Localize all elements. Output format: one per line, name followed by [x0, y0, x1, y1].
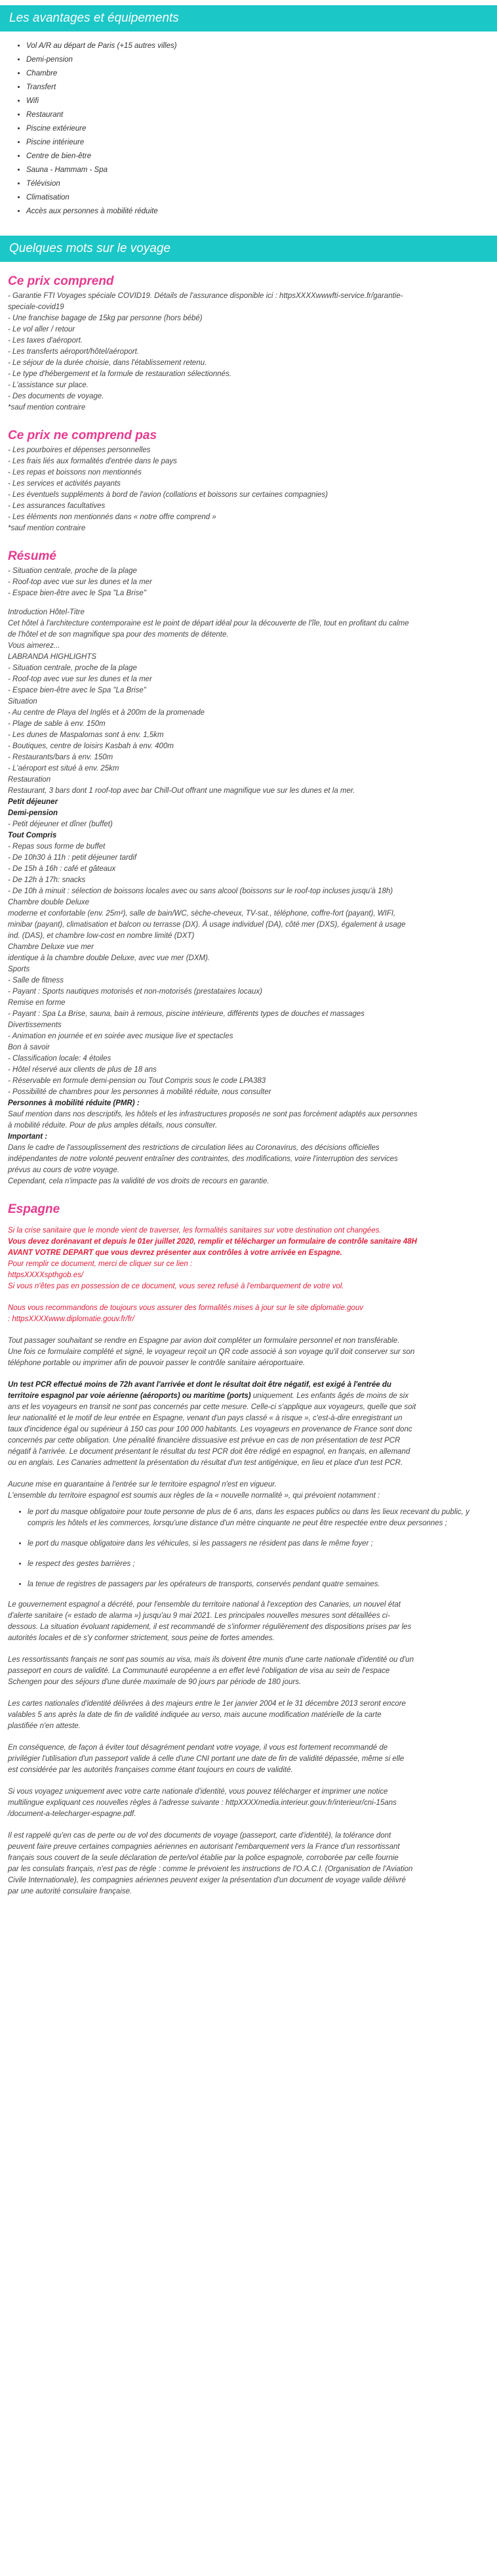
text-line: - Au centre de Playa del Inglés et à 200m de la promenade	[8, 709, 205, 717]
text-line: LABRANDA HIGHLIGHTS	[8, 653, 97, 661]
advantages-banner-wrap	[0, 0, 497, 32]
rules-list	[8, 1502, 489, 1590]
advantage-item: • Sauna - Hammam - Spa	[26, 163, 497, 177]
advantage-item: • Chambre	[26, 67, 497, 81]
excluded-list	[8, 445, 489, 534]
text-line: - Les repas et boissons non mentionnés	[8, 469, 142, 476]
spain-title: Espagne	[8, 1202, 60, 1216]
text-line: à mobilité réduite. Pour de plus amples détails, nous consulter.	[8, 1122, 218, 1130]
para-line: est considérée par les autorités françaises comme étant toujours en cours de validité.	[8, 1766, 293, 1774]
advantages-title: Les avantages et équipements	[0, 5, 497, 32]
text-line: Chambre double Deluxe	[8, 898, 90, 906]
text-line: - Les éventuels suppléments à bord de l'avion (collations et boissons sur certaines compagnies)	[8, 491, 328, 499]
text-line: ind. (DAS), et chambre low-cost en nombre limité (DXT)	[8, 932, 195, 940]
advantage-item: • Demi-pension	[26, 53, 497, 67]
excluded-title: Ce prix ne comprend pas	[8, 429, 157, 442]
hotel-details	[8, 607, 489, 1187]
text-line: - Repas sous forme de buffet	[8, 843, 106, 851]
text-line: Introduction Hôtel-Titre	[8, 608, 85, 616]
para-line: Il est rappelé qu'en cas de perte ou de vol des documents de voyage (passeport, carte d'identité), la tolérance dont	[8, 1832, 391, 1840]
pcr-bold: Un test PCR effectué moins de 72h avant l'arrivée et dont le résultat doit être négatif, est exigé à l'entrée du	[8, 1381, 391, 1389]
passport-paragraph	[8, 1742, 489, 1776]
text-line: - Les services et activités payants	[8, 480, 121, 488]
text-line: - De 15h à 16h : café et gâteaux	[8, 865, 116, 873]
text-line: - Réservable en formule demi-pension ou Tout Compris sous le code LPA383	[8, 1077, 266, 1085]
rule-item: • la tenue de registres de passagers par les opérateurs de transports, conservés pendant quatre semaines.	[28, 1579, 489, 1590]
text-line: Vous aimerez...	[8, 642, 60, 650]
text-line: - Situation centrale, proche de la plage	[8, 664, 137, 672]
para-line: négatif à l'arrivée. Le document présentant le résultat du test PCR doit être rédigé en espagnol, en français, en allemand	[8, 1448, 410, 1456]
text-line: - Espace bien-être avec le Spa "La Brise"	[8, 589, 146, 597]
para-line: Aucune mise en quarantaine à l'entrée sur le territoire espagnol n'est en vigueur.	[8, 1481, 277, 1489]
text-line: Tout Compris	[8, 832, 57, 839]
pcr-paragraph	[8, 1380, 489, 1469]
para-line: dessous. La situation évoluant rapidement, il est recommandé de s'informer régulièrement des dispositions prises par les	[8, 1623, 412, 1631]
para-line: français sous couvert de la seule déclaration de perte/vol établie par la police espagnole, corroborée par celle fournie	[8, 1854, 399, 1862]
text-line: Chambre Deluxe vue mer	[8, 943, 94, 951]
voyage-title: Quelques mots sur le voyage	[0, 236, 497, 262]
text-line: *sauf mention contraire	[8, 524, 86, 532]
summary-list	[8, 566, 489, 599]
text-line: Restauration	[8, 776, 51, 784]
included-list	[8, 291, 489, 413]
text-line: - Classification locale: 4 étoiles	[8, 1055, 111, 1063]
text-line: Remise en forme	[8, 999, 66, 1007]
text-line: Restaurant, 3 bars dont 1 roof-top avec bar Chill-Out offrant une magnifique vue sur les dunes et la mer.	[8, 787, 355, 795]
text-line: - Hôtel réservé aux clients de plus de 18 ans	[8, 1066, 157, 1074]
para-line: peuvent faire preuve certaines compagnies aériennes en autorisant l'embarquement vers la France d'un ressortissant	[8, 1843, 400, 1851]
advantage-item: • Climatisation	[26, 191, 497, 205]
para-line: L'ensemble du territoire espagnol est soumis aux règles de la « nouvelle normalité », qui prévoient notamment :	[8, 1492, 380, 1500]
para-line: Nous vous recommandons de toujours vous assurer des formalités mises à jour sur le site diplomatie.gouv	[8, 1304, 364, 1312]
para-line: concernés par cette obligation. Une pénalité financière dissuasive est prévue en cas de non présentation de test PCR	[8, 1437, 401, 1445]
advantages-list	[0, 32, 497, 226]
para-line: Vous devez dorénavant et depuis le 01er juillet 2020, remplir et télécharger un formulaire de contrôle sanitaire 48H	[8, 1238, 417, 1246]
text-line: - Les pourboires et dépenses personnelles	[8, 446, 151, 454]
text-line: Sauf mention dans nos descriptifs, les hôtels et les infrastructures proposés ne sont pas forcément adaptés aux personnes	[8, 1110, 418, 1118]
alert-state-paragraph	[8, 1599, 489, 1644]
text-line: indépendantes de notre volonté peuvent entraîner des contraintes, des modifications, voire l'interruption des services	[8, 1155, 398, 1163]
para-line: ou en anglais. Les Canaries admettent la présentation du résultat d'un test antigénique, en lieu et place d'un test PCR.	[8, 1459, 403, 1467]
para-line: téléphone portable ou imprimer afin de pouvoir passer le contrôle sanitaire aéroportuaire.	[8, 1359, 306, 1367]
para-line: Schengen pour des séjours d'une durée maximale de 90 jours par période de 180 jours.	[8, 1678, 302, 1686]
text-line: Dans le cadre de l'assouplissement des restrictions de circulation liées au Coronavirus, des décisions officielles	[8, 1144, 380, 1152]
para-line: En conséquence, de façon à éviter tout désagrément pendant votre voyage, il vous est fortement recommandé de	[8, 1744, 388, 1752]
text-line: - Animation en journée et en soirée avec musique live et spectacles	[8, 1032, 233, 1040]
para-line: Les cartes nationales d'identité délivrées à des majeurs entre le 1er janvier 2004 et le 31 décembre 2013 seront encore	[8, 1700, 406, 1708]
text-line: *sauf mention contraire	[8, 404, 86, 412]
text-line: - Payant : Sports nautiques motorisés et non-motorisés (prestataires locaux)	[8, 988, 262, 996]
text-line: - Petit déjeuner et dîner (buffet)	[8, 820, 113, 828]
quarantine-paragraph	[8, 1479, 489, 1502]
text-line: - Des documents de voyage.	[8, 392, 104, 400]
text-line: - Les frais liés aux formalités d'entrée dans le pays	[8, 457, 177, 465]
form-paragraph	[8, 1336, 489, 1369]
text-line: - Restaurants/bars à env. 150m	[8, 753, 113, 761]
advantage-item: • Piscine intérieure	[26, 136, 497, 150]
advantage-item: • Vol A/R au départ de Paris (+15 autres villes)	[26, 39, 497, 53]
rule-item: • le respect des gestes barrières ;	[28, 1559, 489, 1570]
text-line: - Une franchise bagage de 15kg par personne (hors bébé)	[8, 314, 203, 322]
para-line: Les ressortissants français ne sont pas soumis au visa, mais ils doivent être munis d'une carte nationale d'identité ou d'un	[8, 1656, 414, 1664]
notice-paragraph	[8, 1786, 489, 1820]
id-card-paragraph	[8, 1699, 489, 1732]
diplomatie-alert	[8, 1303, 489, 1325]
text-line: minibar (payant), climatisation et balcon ou terrasse (DX). À usage individuel (DA), côté mer (DXS), également à usage	[8, 921, 406, 929]
text-line: - Le séjour de la durée choisie, dans l'établissement retenu.	[8, 359, 207, 367]
text-line: - Boutiques, centre de loisirs Kasbah à env. 400m	[8, 742, 174, 750]
text-line: speciale-covid19	[8, 303, 64, 311]
text-line: - De 10h30 à 11h : petit déjeuner tardif	[8, 854, 137, 862]
advantage-item: • Transfert	[26, 81, 497, 95]
para-line: httpsXXXXspthgob.es/	[8, 1271, 84, 1279]
text-line: - Espace bien-être avec le Spa "La Brise"	[8, 686, 146, 694]
para-line: /document-a-telecharger-espagne.pdf.	[8, 1810, 136, 1818]
text-line: - Salle de fitness	[8, 977, 64, 984]
para-line: AVANT VOTRE DEPART que vous devrez présenter aux contrôles à votre arrivée en Espagne.	[8, 1249, 342, 1257]
text-line: - Possibilité de chambres pour les personnes à mobilité réduite, nous consulter	[8, 1088, 271, 1096]
para-line: privilégier l'utilisation d'un passeport valide à celle d'une CNI portant une date de fin de validité dépassée, même si elle	[8, 1755, 405, 1763]
para-line: multilingue expliquant ces nouvelles règles à l'adresse suivante : httpXXXXmedia.interieur.gouv.fr/interieur/cni-15ans	[8, 1799, 397, 1807]
para-line: d'alerte sanitaire (« estado de alarma ») jusqu'au 9 mai 2021. Les principales nouvelles mesures sont détaillées ci-	[8, 1612, 390, 1620]
para-line: par une autorité consulaire française.	[8, 1888, 132, 1895]
text-line: - Le type d'hébergement et la formule de restauration sélectionnés.	[8, 370, 232, 378]
text-line: prévus au cours de votre voyage.	[8, 1166, 120, 1174]
text-line: Demi-pension	[8, 809, 58, 817]
para-line: : httpsXXXXwww.diplomatie.gouv.fr/fr/	[8, 1315, 134, 1323]
advantage-item: • Wifi	[26, 95, 497, 108]
text-line: - Les assurances facultatives	[8, 502, 106, 510]
para-line: par les consulats français, n'est pas de règle : comme le prévoient les instructions de l'O.A.C.I. (Organisation de l'Aviation	[8, 1865, 413, 1873]
text-line: Divertissements	[8, 1021, 62, 1029]
para-line: taux d'incidence égal ou supérieur à 150 cas pour 100 000 habitants. Les voyageurs en provenance de France sont donc	[8, 1425, 412, 1433]
text-line: Petit déjeuner	[8, 798, 58, 806]
text-line: Cependant, cela n'impacte pas la validité de vos droits de recours en garantie.	[8, 1177, 269, 1185]
para-line: Une fois ce formulaire complété et signé, le voyageur reçoit un QR code associé à son voyage qu'il doit conserver sur son	[8, 1348, 415, 1356]
text-line: identique à la chambre double Deluxe, avec vue mer (DXM).	[8, 954, 210, 962]
text-line: - Les taxes d'aéroport.	[8, 337, 83, 345]
text-line: - Garantie FTI Voyages spéciale COVID19. Détails de l'assurance disponible ici : httpsXXXXwwwfti-service.fr/garantie-	[8, 292, 403, 300]
para-line: plastifiée n'en atteste.	[8, 1722, 81, 1730]
text-line: - L'assistance sur place.	[8, 381, 89, 389]
para-line: Civile Internationale), les compagnies aériennes peuvent exiger la présentation d'un document de voyage valide délivré	[8, 1876, 406, 1884]
loss-paragraph	[8, 1830, 489, 1897]
advantage-item: • Accès aux personnes à mobilité réduite	[26, 205, 497, 219]
text-line: - Situation centrale, proche de la plage	[8, 567, 137, 575]
text-line: - Roof-top avec vue sur les dunes et la mer	[8, 578, 152, 586]
para-line: leur nationalité et le motif de leur entrée en Espagne, venant d'un pays classé « à risque », c'est-à-dire enregistrant un	[8, 1414, 403, 1422]
advantage-item: • Centre de bien-être	[26, 150, 497, 163]
advantage-item: • Télévision	[26, 177, 497, 191]
text-line: - De 12h à 17h: snacks	[8, 876, 86, 884]
rule-item: • le port du masque obligatoire pour toute personne de plus de 6 ans, dans les espaces publics ou dans les lieux recevant du public, y compris les hôtels et les commerces, lorsqu'une distance d'un mètre cinquante ne peut être respectée entre deux personnes ;	[28, 1507, 489, 1529]
voyage-section	[0, 274, 497, 1897]
text-line: - L'aéroport est situé à env. 25km	[8, 765, 119, 772]
text-line: - Payant : Spa La Brise, sauna, bain à remous, piscine intérieure, différents types de douches et massages	[8, 1010, 365, 1018]
para-line: Si la crise sanitaire que le monde vient de traverser, les formalités sanitaires sur votre destination ont changées.	[8, 1227, 382, 1235]
para-line: Pour remplir ce document, merci de cliquer sur ce lien :	[8, 1260, 193, 1268]
text-line: Personnes à mobilité réduite (PMR) :	[8, 1099, 140, 1107]
para-line: Tout passager souhaitant se rendre en Espagne par avion doit compléter un formulaire personnel et non transférable.	[8, 1337, 400, 1345]
text-line: Sports	[8, 965, 30, 973]
para-line: uniquement. Les enfants âgés de moins de six	[250, 1392, 409, 1400]
text-line: - Le vol aller / retour	[8, 326, 75, 333]
visa-paragraph	[8, 1655, 489, 1688]
para-line: Le gouvernement espagnol a décrété, pour l'ensemble du territoire national à l'exception des Canaries, un nouvel état	[8, 1601, 401, 1609]
text-line: - Roof-top avec vue sur les dunes et la mer	[8, 675, 152, 683]
included-title: Ce prix comprend	[8, 274, 114, 288]
para-line: valables 5 ans après la date de fin de validité indiquée au verso, mais aucune modification matérielle de la carte	[8, 1711, 382, 1719]
para-line: passeport en cours de validité. La Communauté européenne a en effet levé l'obligation de visa au sein de l'espace	[8, 1667, 390, 1675]
sanitary-alert	[8, 1225, 489, 1292]
text-line: Important :	[8, 1133, 48, 1141]
summary-title: Résumé	[8, 549, 56, 563]
para-line: Si vous n'êtes pas en possession de ce document, vous serez refusé à l'embarquement de votre vol.	[8, 1282, 344, 1290]
para-line: autorités locales et de s'y conformer strictement, sous peine de fortes amendes.	[8, 1634, 275, 1642]
text-line: - Les dunes de Maspalomas sont à env. 1,5km	[8, 731, 164, 739]
voyage-banner-wrap	[0, 226, 497, 262]
pcr-bold-2: territoire espagnol par voie aérienne (aéroports) ou maritime (ports)	[8, 1392, 251, 1400]
rule-item: • le port du masque obligatoire dans les véhicules, si les passagers ne résident pas dans le même foyer ;	[28, 1538, 489, 1550]
advantage-item: • Piscine extérieure	[26, 122, 497, 136]
text-line: - Plage de sable à env. 150m	[8, 720, 106, 728]
text-line: - Les éléments non mentionnés dans « notre offre comprend »	[8, 513, 216, 521]
advantage-item: • Restaurant	[26, 108, 497, 122]
text-line: - Les transferts aéroport/hôtel/aéroport.	[8, 348, 140, 356]
para-line: ans et les voyageurs en transit ne sont pas concernés par cette mesure. Celle-ci s'applique aux voyageurs, quelle que soit	[8, 1403, 416, 1411]
text-line: de l'hôtel et de son magnifique spa pour des moments de détente.	[8, 631, 229, 639]
para-line: Si vous voyagez uniquement avec votre carte nationale d'identité, vous pouvez télécharger et imprimer une notice	[8, 1788, 388, 1796]
text-line: moderne et confortable (env. 25m²), salle de bain/WC, sèche-cheveux, TV-sat., téléphone, coffre-fort (payant), WIFI,	[8, 910, 396, 918]
text-line: Situation	[8, 698, 37, 706]
text-line: - De 10h à minuit : sélection de boissons locales avec ou sans alcool (boissons sur le roof-top incluses jusqu'à 18h)	[8, 887, 393, 895]
text-line: Cet hôtel à l'architecture contemporaine est le point de départ idéal pour la découverte de l'île, tout en profitant du calme	[8, 620, 409, 627]
text-line: Bon à savoir	[8, 1044, 50, 1051]
